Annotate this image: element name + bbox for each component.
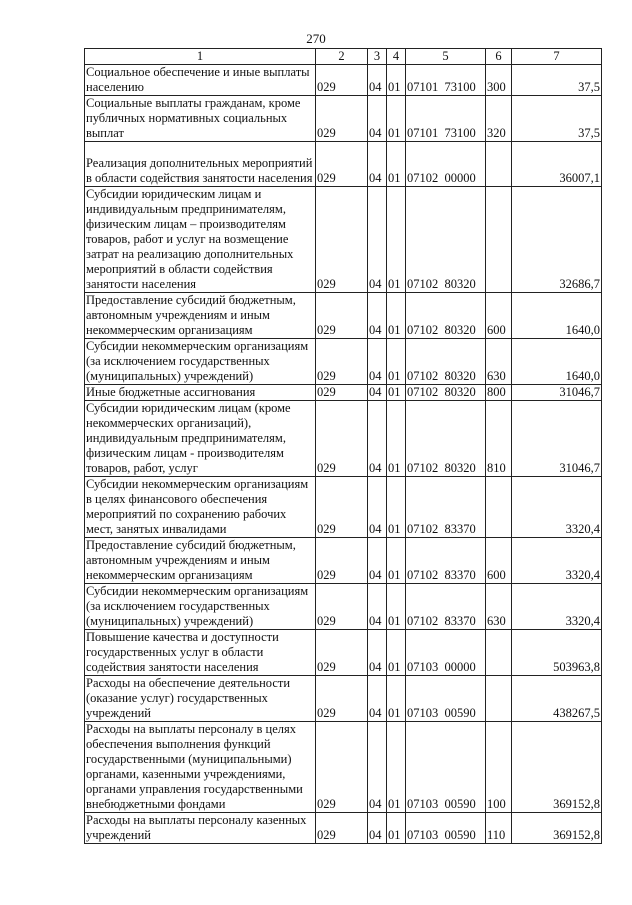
row-expense-type-cell: [486, 187, 512, 293]
row-target-article-cell: 07102 00000: [406, 142, 486, 187]
row-subsection-cell: 01: [387, 65, 406, 96]
row-name-cell: Иные бюджетные ассигнования: [85, 385, 316, 401]
row-expense-type-cell: 110: [486, 813, 512, 844]
row-target-article-cell: 07102 80320: [406, 385, 486, 401]
row-section-cell: 04: [368, 385, 387, 401]
row-target-article-cell: 07103 00590: [406, 722, 486, 813]
row-amount-cell: 369152,8: [512, 813, 602, 844]
row-admin-code-cell: 029: [316, 65, 368, 96]
budget-table: [84, 48, 602, 844]
row-amount-cell: 3320,4: [512, 538, 602, 584]
row-amount-cell: 438267,5: [512, 676, 602, 722]
table-row: [85, 339, 602, 385]
row-expense-type-cell: 600: [486, 293, 512, 339]
table-row: [85, 401, 602, 477]
row-subsection-cell: 01: [387, 538, 406, 584]
row-subsection-cell: 01: [387, 477, 406, 538]
row-name-cell: Субсидии юридическим лицам и индивидуальным предпринимателям, физическим лицам – производителям товаров, работ и услуг на возмещение затрат на реализацию дополнительных мероприятий в области содействия занятости населения: [85, 187, 316, 293]
row-admin-code-cell: 029: [316, 813, 368, 844]
row-name-cell: Субсидии некоммерческим организациям в целях финансового обеспечения мероприятий по сохранению рабочих мест, занятых инвалидами: [85, 477, 316, 538]
row-target-article-cell: 07101 73100: [406, 96, 486, 142]
header-cell: 4: [387, 49, 406, 65]
header-cell: 2: [316, 49, 368, 65]
header-cell: 7: [512, 49, 602, 65]
row-expense-type-cell: 810: [486, 401, 512, 477]
row-subsection-cell: 01: [387, 339, 406, 385]
row-amount-cell: 1640,0: [512, 339, 602, 385]
row-expense-type-cell: 630: [486, 339, 512, 385]
row-admin-code-cell: 029: [316, 385, 368, 401]
table-row: [85, 385, 602, 401]
row-admin-code-cell: 029: [316, 187, 368, 293]
table-row: [85, 722, 602, 813]
table-row: [85, 584, 602, 630]
row-section-cell: 04: [368, 96, 387, 142]
row-expense-type-cell: [486, 630, 512, 676]
row-subsection-cell: 01: [387, 630, 406, 676]
row-subsection-cell: 01: [387, 676, 406, 722]
row-name-cell: Реализация дополнительных мероприятий в области содействия занятости населения: [85, 142, 316, 187]
row-admin-code-cell: 029: [316, 339, 368, 385]
table-row: [85, 630, 602, 676]
row-subsection-cell: 01: [387, 722, 406, 813]
row-amount-cell: 503963,8: [512, 630, 602, 676]
table-row: [85, 142, 602, 187]
row-expense-type-cell: 100: [486, 722, 512, 813]
row-name-cell: Расходы на обеспечение деятельности (оказание услуг) государственных учреждений: [85, 676, 316, 722]
row-subsection-cell: 01: [387, 401, 406, 477]
row-target-article-cell: 07102 80320: [406, 293, 486, 339]
row-expense-type-cell: [486, 676, 512, 722]
table-row: [85, 676, 602, 722]
row-admin-code-cell: 029: [316, 96, 368, 142]
row-section-cell: 04: [368, 187, 387, 293]
row-expense-type-cell: 630: [486, 584, 512, 630]
row-expense-type-cell: [486, 142, 512, 187]
row-section-cell: 04: [368, 142, 387, 187]
page-number: 270: [306, 31, 326, 46]
table-row: [85, 293, 602, 339]
row-section-cell: 04: [368, 630, 387, 676]
row-section-cell: 04: [368, 676, 387, 722]
row-subsection-cell: 01: [387, 584, 406, 630]
row-section-cell: 04: [368, 477, 387, 538]
row-expense-type-cell: 800: [486, 385, 512, 401]
row-name-cell: Субсидии некоммерческим организациям (за исключением государственных (муниципальных) учреждений): [85, 584, 316, 630]
row-name-cell: Предоставление субсидий бюджетным, автономным учреждениям и иным некоммерческим организациям: [85, 293, 316, 339]
row-admin-code-cell: 029: [316, 142, 368, 187]
row-admin-code-cell: 029: [316, 538, 368, 584]
row-target-article-cell: 07102 83370: [406, 538, 486, 584]
row-amount-cell: 31046,7: [512, 401, 602, 477]
table-row: [85, 813, 602, 844]
row-section-cell: 04: [368, 722, 387, 813]
row-amount-cell: 369152,8: [512, 722, 602, 813]
row-target-article-cell: 07102 80320: [406, 187, 486, 293]
row-section-cell: 04: [368, 813, 387, 844]
row-name-cell: Социальные выплаты гражданам, кроме публичных нормативных социальных выплат: [85, 96, 316, 142]
row-target-article-cell: 07103 00590: [406, 676, 486, 722]
row-admin-code-cell: 029: [316, 401, 368, 477]
header-cell: 3: [368, 49, 387, 65]
header-cell: 6: [486, 49, 512, 65]
row-amount-cell: 3320,4: [512, 477, 602, 538]
row-subsection-cell: 01: [387, 813, 406, 844]
row-name-cell: Расходы на выплаты персоналу в целях обеспечения выполнения функций государственными (муниципальными) органами, казенными учреждениями, органами управления государственными внебюджетными фондами: [85, 722, 316, 813]
row-target-article-cell: 07102 80320: [406, 339, 486, 385]
table-row: [85, 477, 602, 538]
row-name-cell: Предоставление субсидий бюджетным, автономным учреждениям и иным некоммерческим организациям: [85, 538, 316, 584]
row-subsection-cell: 01: [387, 96, 406, 142]
row-target-article-cell: 07102 80320: [406, 401, 486, 477]
row-admin-code-cell: 029: [316, 722, 368, 813]
table-row: [85, 65, 602, 96]
row-target-article-cell: 07102 83370: [406, 477, 486, 538]
row-section-cell: 04: [368, 339, 387, 385]
row-amount-cell: 37,5: [512, 65, 602, 96]
row-section-cell: 04: [368, 584, 387, 630]
header-cell: 5: [406, 49, 486, 65]
row-subsection-cell: 01: [387, 293, 406, 339]
row-admin-code-cell: 029: [316, 676, 368, 722]
row-expense-type-cell: 600: [486, 538, 512, 584]
table-header-row: [85, 49, 602, 65]
row-amount-cell: 31046,7: [512, 385, 602, 401]
row-subsection-cell: 01: [387, 385, 406, 401]
row-section-cell: 04: [368, 538, 387, 584]
row-amount-cell: 32686,7: [512, 187, 602, 293]
row-section-cell: 04: [368, 65, 387, 96]
row-expense-type-cell: [486, 477, 512, 538]
row-admin-code-cell: 029: [316, 630, 368, 676]
row-name-cell: Субсидии некоммерческим организациям (за исключением государственных (муниципальных) учреждений): [85, 339, 316, 385]
row-name-cell: Субсидии юридическим лицам (кроме некоммерческих организаций), индивидуальным предпринимателям, физическим лицам - производителям товаров, работ, услуг: [85, 401, 316, 477]
row-subsection-cell: 01: [387, 142, 406, 187]
row-target-article-cell: 07103 00000: [406, 630, 486, 676]
row-admin-code-cell: 029: [316, 477, 368, 538]
table-row: [85, 187, 602, 293]
row-name-cell: Повышение качества и доступности государственных услуг в области содействия занятости населения: [85, 630, 316, 676]
row-section-cell: 04: [368, 293, 387, 339]
table-row: [85, 96, 602, 142]
row-expense-type-cell: 300: [486, 65, 512, 96]
row-target-article-cell: 07103 00590: [406, 813, 486, 844]
row-subsection-cell: 01: [387, 187, 406, 293]
row-name-cell: Социальное обеспечение и иные выплаты населению: [85, 65, 316, 96]
row-expense-type-cell: 320: [486, 96, 512, 142]
header-cell: 1: [85, 49, 316, 65]
row-target-article-cell: 07101 73100: [406, 65, 486, 96]
row-amount-cell: 1640,0: [512, 293, 602, 339]
row-name-cell: Расходы на выплаты персоналу казенных учреждений: [85, 813, 316, 844]
row-admin-code-cell: 029: [316, 584, 368, 630]
table-row: [85, 538, 602, 584]
row-admin-code-cell: 029: [316, 293, 368, 339]
row-section-cell: 04: [368, 401, 387, 477]
row-target-article-cell: 07102 83370: [406, 584, 486, 630]
row-amount-cell: 37,5: [512, 96, 602, 142]
row-amount-cell: 36007,1: [512, 142, 602, 187]
row-amount-cell: 3320,4: [512, 584, 602, 630]
